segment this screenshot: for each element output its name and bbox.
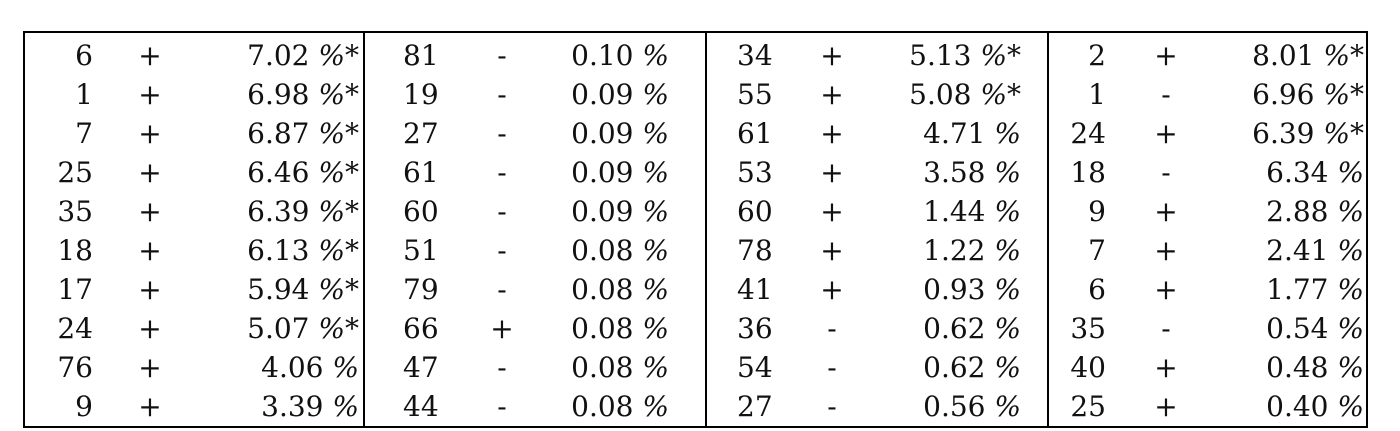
row-sign: +: [138, 156, 162, 189]
row-id: 78: [737, 234, 773, 267]
row-value-number: 1.44: [923, 195, 986, 228]
row-id: 51: [403, 234, 439, 267]
row-id: 61: [737, 117, 773, 150]
row-value: [261, 348, 359, 387]
row-id: 19: [403, 78, 439, 111]
row-value: [923, 231, 1021, 270]
table-row: [365, 153, 705, 192]
row-value: [1252, 114, 1364, 153]
row-value-unit: %: [1337, 156, 1364, 189]
row-value-number: 6.39: [247, 195, 310, 228]
row-id: 1: [75, 78, 93, 111]
row-id: 1: [1088, 78, 1106, 111]
row-sign: +: [1154, 39, 1178, 72]
row-value-number: 2.88: [1266, 195, 1329, 228]
row-value-unit: %: [994, 195, 1021, 228]
row-sign: +: [820, 117, 844, 150]
results-table: [23, 31, 1368, 428]
row-value: [571, 114, 669, 153]
row-value: [1266, 309, 1364, 348]
row-value: [909, 36, 1021, 75]
row-value-number: 0.62: [923, 351, 986, 384]
row-sign: +: [138, 78, 162, 111]
row-value-number: 5.94: [247, 273, 310, 306]
row-value-number: 0.09: [571, 156, 634, 189]
row-id: 35: [57, 195, 93, 228]
row-value-unit: %: [1337, 273, 1364, 306]
row-value: [247, 309, 359, 348]
row-value-unit: %: [1337, 390, 1364, 423]
row-value-number: 6.46: [247, 156, 310, 189]
row-value-unit: %: [994, 117, 1021, 150]
row-value-unit: %: [642, 273, 669, 306]
row-value-number: 0.08: [571, 234, 634, 267]
row-sign: +: [490, 312, 514, 345]
table-row: [25, 348, 363, 387]
row-id: 27: [403, 117, 439, 150]
table-row: [365, 231, 705, 270]
row-sign: +: [138, 312, 162, 345]
row-sign: +: [820, 39, 844, 72]
row-value: [247, 192, 359, 231]
row-value: [909, 75, 1021, 114]
row-value: [571, 75, 669, 114]
row-value-number: 3.39: [261, 390, 324, 423]
row-value-number: 5.08: [909, 78, 972, 111]
row-value: [571, 270, 669, 309]
row-value: [1266, 231, 1364, 270]
row-value: [571, 36, 669, 75]
row-value: [571, 387, 669, 426]
row-id: 6: [75, 39, 93, 72]
row-value-number: 4.06: [261, 351, 324, 384]
row-id: 47: [403, 351, 439, 384]
row-value-number: 6.98: [247, 78, 310, 111]
row-value-unit: %: [642, 39, 669, 72]
row-value: [1266, 270, 1364, 309]
row-value: [923, 348, 1021, 387]
row-value: [923, 153, 1021, 192]
row-sign: -: [1161, 78, 1171, 111]
row-sign: +: [138, 39, 162, 72]
row-id: 54: [737, 351, 773, 384]
row-value-unit: %: [642, 195, 669, 228]
row-id: 81: [403, 39, 439, 72]
table-column-group-4: [1047, 33, 1366, 426]
row-value: [1266, 192, 1364, 231]
row-id: 9: [75, 390, 93, 423]
row-value-unit: %: [642, 117, 669, 150]
row-sign: -: [497, 39, 507, 72]
row-id: 55: [737, 78, 773, 111]
table-row: [25, 387, 363, 426]
row-id: 41: [737, 273, 773, 306]
row-id: 24: [1070, 117, 1106, 150]
row-sign: -: [497, 273, 507, 306]
table-row: [365, 309, 705, 348]
row-value-unit: %*: [318, 234, 359, 267]
table-row: [25, 309, 363, 348]
row-value-number: 5.13: [909, 39, 972, 72]
table-row: [1049, 114, 1366, 153]
table-row: [1049, 36, 1366, 75]
row-value-number: 6.39: [1252, 117, 1315, 150]
row-value-unit: %: [642, 78, 669, 111]
row-id: 9: [1088, 195, 1106, 228]
row-value-number: 0.08: [571, 351, 634, 384]
row-sign: +: [820, 156, 844, 189]
row-value-unit: %: [994, 351, 1021, 384]
table-row: [1049, 153, 1366, 192]
row-id: 25: [1070, 390, 1106, 423]
row-id: 76: [57, 351, 93, 384]
table-column-group-3: [705, 33, 1047, 426]
row-value-unit: %*: [318, 156, 359, 189]
row-id: 7: [75, 117, 93, 150]
row-value: [923, 309, 1021, 348]
table-row: [1049, 75, 1366, 114]
row-value-number: 6.96: [1252, 78, 1315, 111]
row-value-unit: %*: [980, 39, 1021, 72]
table-row: [365, 270, 705, 309]
row-id: 27: [737, 390, 773, 423]
table-row: [25, 231, 363, 270]
table-row: [25, 270, 363, 309]
row-sign: -: [497, 234, 507, 267]
row-sign: +: [138, 351, 162, 384]
row-value: [923, 192, 1021, 231]
table-row: [1049, 309, 1366, 348]
row-sign: +: [138, 273, 162, 306]
row-sign: -: [497, 156, 507, 189]
table-row: [1049, 192, 1366, 231]
row-id: 36: [737, 312, 773, 345]
row-value-unit: %: [332, 351, 359, 384]
row-sign: -: [1161, 156, 1171, 189]
row-value-number: 8.01: [1252, 39, 1315, 72]
row-value-unit: %: [642, 234, 669, 267]
row-value: [1266, 348, 1364, 387]
row-value: [923, 270, 1021, 309]
row-value: [571, 192, 669, 231]
row-id: 24: [57, 312, 93, 345]
row-sign: -: [1161, 312, 1171, 345]
row-sign: +: [138, 195, 162, 228]
row-value-number: 3.58: [923, 156, 986, 189]
row-value: [247, 231, 359, 270]
row-value-number: 0.40: [1266, 390, 1329, 423]
row-value: [571, 153, 669, 192]
table-row: [365, 348, 705, 387]
row-value-unit: %: [1337, 312, 1364, 345]
row-value-unit: %*: [1323, 117, 1364, 150]
row-sign: -: [497, 390, 507, 423]
row-value: [247, 153, 359, 192]
row-id: 25: [57, 156, 93, 189]
row-value-unit: %: [642, 390, 669, 423]
row-value: [247, 270, 359, 309]
row-value: [261, 387, 359, 426]
row-value-number: 0.54: [1266, 312, 1329, 345]
row-id: 44: [403, 390, 439, 423]
row-id: 6: [1088, 273, 1106, 306]
table-row: [25, 75, 363, 114]
row-value-unit: %*: [318, 312, 359, 345]
table-row: [707, 387, 1047, 426]
row-value-unit: %: [1337, 195, 1364, 228]
row-sign: -: [497, 117, 507, 150]
row-value: [571, 348, 669, 387]
row-value-number: 5.07: [247, 312, 310, 345]
row-value-unit: %*: [318, 273, 359, 306]
row-value-number: 6.13: [247, 234, 310, 267]
row-value-number: 0.09: [571, 117, 634, 150]
table-row: [707, 192, 1047, 231]
row-value: [571, 309, 669, 348]
row-value-number: 0.93: [923, 273, 986, 306]
row-sign: +: [1154, 117, 1178, 150]
row-value-unit: %: [332, 390, 359, 423]
row-value-number: 0.09: [571, 195, 634, 228]
table-row: [365, 75, 705, 114]
table-row: [707, 231, 1047, 270]
row-sign: +: [820, 78, 844, 111]
row-value: [1252, 36, 1364, 75]
table-row: [365, 114, 705, 153]
row-id: 53: [737, 156, 773, 189]
table-row: [365, 36, 705, 75]
table-row: [1049, 270, 1366, 309]
row-id: 60: [737, 195, 773, 228]
row-sign: +: [138, 234, 162, 267]
table-row: [1049, 387, 1366, 426]
table-row: [707, 348, 1047, 387]
row-sign: +: [820, 234, 844, 267]
table-column-group-2: [363, 33, 705, 426]
row-value: [1266, 387, 1364, 426]
row-value-unit: %: [1337, 351, 1364, 384]
table-row: [707, 75, 1047, 114]
row-id: 79: [403, 273, 439, 306]
row-value-unit: %*: [1323, 39, 1364, 72]
row-value-unit: %: [1337, 234, 1364, 267]
row-sign: +: [1154, 273, 1178, 306]
table-row: [25, 36, 363, 75]
row-id: 18: [57, 234, 93, 267]
row-sign: +: [138, 117, 162, 150]
row-sign: +: [820, 273, 844, 306]
row-value-unit: %: [642, 351, 669, 384]
row-id: 18: [1070, 156, 1106, 189]
row-sign: -: [497, 78, 507, 111]
row-value: [1266, 153, 1364, 192]
row-value-unit: %*: [318, 78, 359, 111]
row-sign: -: [497, 195, 507, 228]
table-row: [365, 192, 705, 231]
row-sign: +: [1154, 351, 1178, 384]
table-column-group-1: [25, 33, 363, 426]
table-row: [707, 153, 1047, 192]
row-value-number: 0.10: [571, 39, 634, 72]
row-value-unit: %: [994, 156, 1021, 189]
row-value: [1252, 75, 1364, 114]
table-row: [707, 309, 1047, 348]
row-sign: -: [827, 390, 837, 423]
row-id: 35: [1070, 312, 1106, 345]
table-row: [1049, 231, 1366, 270]
row-value-number: 0.09: [571, 78, 634, 111]
table-row: [25, 192, 363, 231]
row-sign: +: [1154, 234, 1178, 267]
row-value-unit: %: [994, 273, 1021, 306]
row-value-unit: %: [642, 312, 669, 345]
table-row: [1049, 348, 1366, 387]
row-sign: -: [827, 351, 837, 384]
row-value-unit: %: [994, 390, 1021, 423]
row-value-number: 0.08: [571, 390, 634, 423]
row-value-unit: %: [642, 156, 669, 189]
table-row: [707, 36, 1047, 75]
row-value: [571, 231, 669, 270]
row-value-unit: %*: [318, 39, 359, 72]
row-value-unit: %: [994, 234, 1021, 267]
row-value: [923, 114, 1021, 153]
row-id: 34: [737, 39, 773, 72]
row-value-number: 2.41: [1266, 234, 1329, 267]
row-value-number: 0.62: [923, 312, 986, 345]
row-id: 66: [403, 312, 439, 345]
row-value-number: 6.87: [247, 117, 310, 150]
row-value-number: 6.34: [1266, 156, 1329, 189]
row-sign: +: [1154, 195, 1178, 228]
table-row: [25, 114, 363, 153]
row-value: [247, 114, 359, 153]
row-value-unit: %: [994, 312, 1021, 345]
table-row: [365, 387, 705, 426]
row-value-number: 1.22: [923, 234, 986, 267]
row-sign: -: [497, 351, 507, 384]
row-id: 61: [403, 156, 439, 189]
table-row: [707, 270, 1047, 309]
row-id: 40: [1070, 351, 1106, 384]
row-value: [247, 36, 359, 75]
row-id: 2: [1088, 39, 1106, 72]
row-id: 7: [1088, 234, 1106, 267]
row-value-unit: %*: [980, 78, 1021, 111]
row-value-number: 1.77: [1266, 273, 1329, 306]
row-sign: +: [1154, 390, 1178, 423]
row-value-unit: %*: [1323, 78, 1364, 111]
row-value-number: 4.71: [923, 117, 986, 150]
row-value: [247, 75, 359, 114]
table-row: [25, 153, 363, 192]
table-row: [707, 114, 1047, 153]
row-value-number: 0.08: [571, 273, 634, 306]
row-value-number: 0.48: [1266, 351, 1329, 384]
row-value-number: 0.08: [571, 312, 634, 345]
row-sign: +: [820, 195, 844, 228]
row-sign: -: [827, 312, 837, 345]
row-sign: +: [138, 390, 162, 423]
row-value-number: 7.02: [247, 39, 310, 72]
row-value-unit: %*: [318, 195, 359, 228]
row-value: [923, 387, 1021, 426]
row-id: 17: [57, 273, 93, 306]
row-value-unit: %*: [318, 117, 359, 150]
row-id: 60: [403, 195, 439, 228]
row-value-number: 0.56: [923, 390, 986, 423]
